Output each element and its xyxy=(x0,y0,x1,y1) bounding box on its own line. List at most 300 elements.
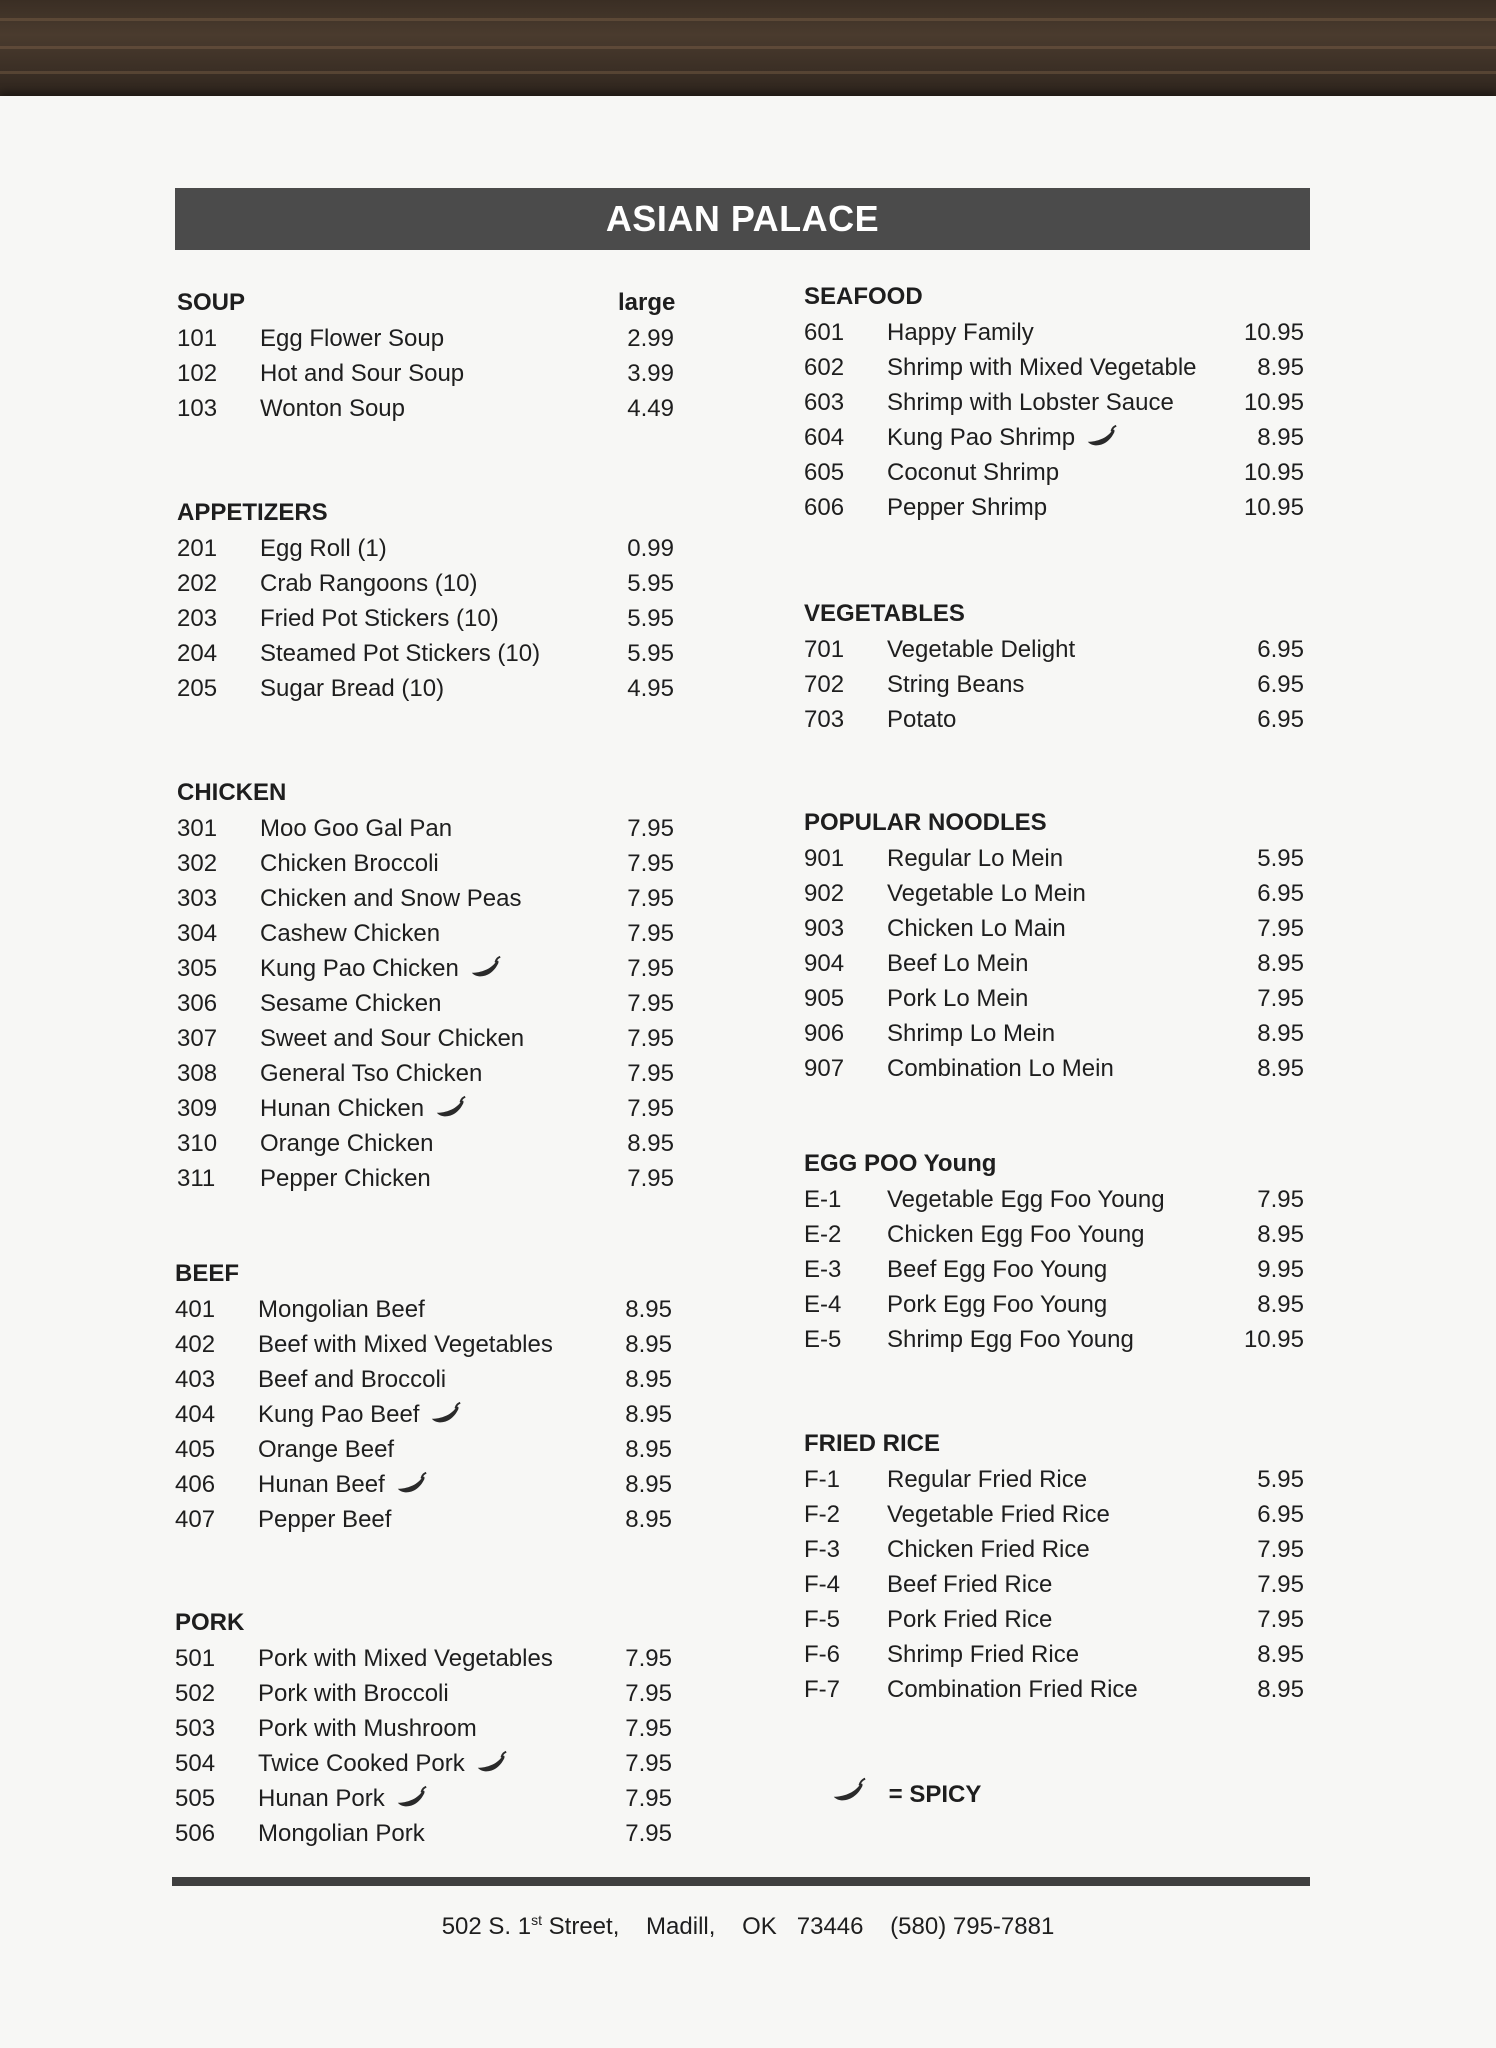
item-number: E-1 xyxy=(804,1186,842,1213)
item-price: 7.95 xyxy=(627,990,674,1017)
section-heading xyxy=(177,285,697,321)
item-name-text: Sesame Chicken xyxy=(260,990,442,1017)
menu-item xyxy=(804,1287,1314,1322)
item-name xyxy=(260,986,441,1021)
item-price: 8.95 xyxy=(1257,1641,1304,1668)
item-number: E-3 xyxy=(804,1256,842,1283)
item-name xyxy=(260,636,540,671)
section-noodles xyxy=(804,805,1314,1086)
item-price: 7.95 xyxy=(627,955,674,982)
menu-item xyxy=(175,1711,695,1746)
legend-text: = SPICY xyxy=(888,1781,982,1808)
item-name xyxy=(887,1497,1110,1532)
item-number: 407 xyxy=(175,1506,216,1533)
section-heading-text: EGG POO Young xyxy=(804,1150,997,1177)
menu-item xyxy=(804,1322,1314,1357)
menu-item xyxy=(175,1327,695,1362)
chili-pepper-icon xyxy=(475,1750,509,1776)
menu-item xyxy=(177,1161,697,1196)
menu-item xyxy=(175,1467,695,1502)
item-name-text: General Tso Chicken xyxy=(260,1060,483,1087)
item-name-text: Moo Goo Gal Pan xyxy=(260,815,453,842)
item-name-text: Pepper Shrimp xyxy=(887,494,1048,521)
item-name-text: Steamed Pot Stickers (10) xyxy=(260,640,541,667)
item-price: 7.95 xyxy=(1257,1571,1304,1598)
item-price: 7.95 xyxy=(625,1750,672,1777)
section-heading-text: APPETIZERS xyxy=(177,499,328,526)
item-number: 907 xyxy=(804,1055,845,1082)
menu-item xyxy=(804,632,1314,667)
menu-item xyxy=(804,1051,1314,1086)
menu-item xyxy=(804,1016,1314,1051)
item-name xyxy=(260,671,444,706)
item-price: 6.95 xyxy=(1257,1501,1304,1528)
item-number: 605 xyxy=(804,459,845,486)
item-number: 701 xyxy=(804,636,845,663)
item-number: F-3 xyxy=(804,1536,840,1563)
item-name-text: Pork Egg Foo Young xyxy=(887,1291,1108,1318)
item-name xyxy=(258,1432,394,1467)
menu-item xyxy=(177,566,697,601)
size-column-label: large xyxy=(618,289,676,316)
item-price: 8.95 xyxy=(625,1296,672,1323)
item-name xyxy=(260,916,440,951)
item-number: 402 xyxy=(175,1331,216,1358)
item-name-text: String Beans xyxy=(887,671,1025,698)
item-number: 906 xyxy=(804,1020,845,1047)
item-name-text: Beef and Broccoli xyxy=(258,1366,447,1393)
item-price: 8.95 xyxy=(1257,354,1304,381)
item-name-text: Chicken and Snow Peas xyxy=(260,885,522,912)
item-price: 8.95 xyxy=(1257,950,1304,977)
item-number: 601 xyxy=(804,319,845,346)
item-price: 6.95 xyxy=(1257,636,1304,663)
item-price: 7.95 xyxy=(627,1095,674,1122)
item-name-text: Shrimp Lo Mein xyxy=(887,1020,1056,1047)
item-name-text: Vegetable Lo Mein xyxy=(887,880,1086,907)
item-name-text: Happy Family xyxy=(887,319,1034,346)
menu-item xyxy=(804,1672,1314,1707)
item-name xyxy=(260,1126,433,1161)
item-number: F-4 xyxy=(804,1571,840,1598)
item-name-text: Pork with Mixed Vegetables xyxy=(258,1645,553,1672)
item-number: 703 xyxy=(804,706,845,733)
item-number: 903 xyxy=(804,915,845,942)
item-price: 5.95 xyxy=(627,570,674,597)
item-name xyxy=(260,811,452,846)
section-appetizers xyxy=(177,495,697,706)
menu-item xyxy=(177,636,697,671)
item-name-text: Combination Fried Rice xyxy=(887,1676,1138,1703)
item-number: 603 xyxy=(804,389,845,416)
item-name xyxy=(887,1051,1114,1086)
item-name xyxy=(260,881,522,916)
section-pork xyxy=(175,1605,695,1851)
item-price: 5.95 xyxy=(627,605,674,632)
item-name xyxy=(258,1641,553,1676)
item-price: 8.95 xyxy=(1257,1020,1304,1047)
item-name-text: Chicken Fried Rice xyxy=(887,1536,1090,1563)
section-fried-rice xyxy=(804,1426,1314,1707)
menu-item xyxy=(804,1252,1314,1287)
item-price: 7.95 xyxy=(625,1820,672,1847)
item-price: 0.99 xyxy=(627,535,674,562)
item-name xyxy=(887,1322,1134,1357)
item-name xyxy=(260,356,464,391)
item-price: 9.95 xyxy=(1257,1256,1304,1283)
item-name xyxy=(258,1816,425,1851)
item-name-text: Hot and Sour Soup xyxy=(260,360,465,387)
item-price: 10.95 xyxy=(1243,494,1304,521)
item-name xyxy=(887,1016,1055,1051)
item-name-text: Pork with Mushroom xyxy=(258,1715,477,1742)
item-name xyxy=(887,420,1119,455)
item-name xyxy=(887,315,1034,350)
section-heading xyxy=(804,805,1314,841)
item-number: F-7 xyxy=(804,1676,840,1703)
item-price: 5.95 xyxy=(627,640,674,667)
item-number: 905 xyxy=(804,985,845,1012)
item-name xyxy=(887,632,1075,667)
menu-item xyxy=(804,702,1314,737)
item-name-text: Fried Pot Stickers (10) xyxy=(260,605,499,632)
item-number: 604 xyxy=(804,424,845,451)
item-number: 502 xyxy=(175,1680,216,1707)
item-name xyxy=(887,946,1028,981)
item-number: 405 xyxy=(175,1436,216,1463)
item-number: 202 xyxy=(177,570,218,597)
item-name-text: Sugar Bread (10) xyxy=(260,675,445,702)
item-name-text: Hunan Chicken xyxy=(260,1095,425,1122)
section-chicken xyxy=(177,775,697,1196)
item-name-text: Hunan Pork xyxy=(258,1785,385,1812)
item-name-text: Combination Lo Mein xyxy=(887,1055,1114,1082)
item-name xyxy=(260,321,444,356)
item-name-text: Potato xyxy=(887,706,957,733)
item-number: E-4 xyxy=(804,1291,842,1318)
section-heading-text: VEGETABLES xyxy=(804,600,965,627)
menu-item xyxy=(804,1637,1314,1672)
item-price: 10.95 xyxy=(1243,319,1304,346)
item-name-text: Egg Roll (1) xyxy=(260,535,387,562)
item-name xyxy=(887,981,1028,1016)
item-price: 10.95 xyxy=(1243,459,1304,486)
menu-item xyxy=(804,1462,1314,1497)
item-name xyxy=(260,1021,524,1056)
item-number: 403 xyxy=(175,1366,216,1393)
item-price: 2.99 xyxy=(627,325,674,352)
item-price: 4.49 xyxy=(627,395,674,422)
section-heading-text: FRIED RICE xyxy=(804,1430,941,1457)
item-price: 5.95 xyxy=(1257,845,1304,872)
item-name xyxy=(260,531,387,566)
item-name xyxy=(260,1161,431,1196)
menu-item xyxy=(804,1182,1314,1217)
chili-pepper-icon xyxy=(395,1785,429,1811)
menu-item xyxy=(804,1217,1314,1252)
item-number: 203 xyxy=(177,605,218,632)
item-price: 4.95 xyxy=(627,675,674,702)
menu-item xyxy=(804,1497,1314,1532)
item-price: 8.95 xyxy=(625,1436,672,1463)
item-name xyxy=(887,702,956,737)
item-number: F-1 xyxy=(804,1466,840,1493)
menu-item xyxy=(177,986,697,1021)
menu-item xyxy=(804,1602,1314,1637)
item-name xyxy=(887,1182,1165,1217)
chili-pepper-icon xyxy=(1085,424,1119,450)
item-name-text: Regular Lo Mein xyxy=(887,845,1064,872)
item-price: 8.95 xyxy=(1257,1676,1304,1703)
menu-item xyxy=(177,1126,697,1161)
city: Madill, xyxy=(646,1913,716,1940)
item-name-text: Pork Lo Mein xyxy=(887,985,1029,1012)
item-price: 7.95 xyxy=(627,1025,674,1052)
menu-item xyxy=(177,601,697,636)
item-name-text: Hunan Beef xyxy=(258,1471,385,1498)
menu-item xyxy=(177,916,697,951)
item-name xyxy=(887,455,1059,490)
item-number: 406 xyxy=(175,1471,216,1498)
item-price: 8.95 xyxy=(627,1130,674,1157)
item-name-text: Orange Beef xyxy=(258,1436,395,1463)
section-heading xyxy=(804,1146,1314,1182)
item-name xyxy=(260,601,499,636)
item-number: 309 xyxy=(177,1095,218,1122)
menu-item xyxy=(804,350,1314,385)
menu-item xyxy=(804,385,1314,420)
item-price: 7.95 xyxy=(625,1785,672,1812)
item-price: 6.95 xyxy=(1257,706,1304,733)
item-name-text: Mongolian Beef xyxy=(258,1296,425,1323)
item-name xyxy=(887,350,1197,385)
section-heading-text: SOUP xyxy=(177,289,246,316)
state-zip: OK 73446 xyxy=(742,1913,864,1940)
item-price: 8.95 xyxy=(1257,1221,1304,1248)
menu-item xyxy=(175,1676,695,1711)
item-name xyxy=(260,391,405,426)
menu-item xyxy=(175,1292,695,1327)
item-number: 504 xyxy=(175,1750,216,1777)
item-name xyxy=(258,1362,446,1397)
menu-item xyxy=(804,315,1314,350)
menu-item xyxy=(177,811,697,846)
item-number: 503 xyxy=(175,1715,216,1742)
item-number: 304 xyxy=(177,920,218,947)
item-number: F-6 xyxy=(804,1641,840,1668)
item-price: 7.95 xyxy=(1257,985,1304,1012)
item-name xyxy=(258,1292,425,1327)
item-name xyxy=(887,1602,1052,1637)
item-name xyxy=(887,1672,1138,1707)
menu-item xyxy=(175,1746,695,1781)
menu-item xyxy=(177,951,697,986)
item-number: 305 xyxy=(177,955,218,982)
item-name-text: Orange Chicken xyxy=(260,1130,434,1157)
item-name-text: Chicken Broccoli xyxy=(260,850,439,877)
item-price: 7.95 xyxy=(627,815,674,842)
item-number: 505 xyxy=(175,1785,216,1812)
item-name-text: Wonton Soup xyxy=(260,395,405,422)
menu-item xyxy=(804,946,1314,981)
wooden-tabletop xyxy=(0,0,1496,100)
section-heading-text: CHICKEN xyxy=(177,779,287,806)
item-name xyxy=(887,490,1047,525)
chili-pepper-icon xyxy=(429,1401,463,1427)
item-name-text: Beef Egg Foo Young xyxy=(887,1256,1108,1283)
item-name-text: Pork with Broccoli xyxy=(258,1680,449,1707)
section-heading-text: BEEF xyxy=(175,1260,240,1287)
chili-pepper-icon xyxy=(830,1777,868,1807)
item-price: 8.95 xyxy=(625,1401,672,1428)
item-name xyxy=(887,385,1174,420)
item-name-text: Kung Pao Beef xyxy=(258,1401,420,1428)
item-name xyxy=(258,1327,553,1362)
section-heading xyxy=(175,1605,695,1641)
item-price: 8.95 xyxy=(625,1331,672,1358)
item-name xyxy=(258,1676,449,1711)
section-seafood xyxy=(804,279,1314,525)
item-name-text: Vegetable Egg Foo Young xyxy=(887,1186,1165,1213)
chili-pepper-icon xyxy=(434,1095,468,1121)
item-name xyxy=(258,1711,477,1746)
item-name-text: Kung Pao Chicken xyxy=(260,955,459,982)
item-price: 7.95 xyxy=(627,850,674,877)
footer-address xyxy=(0,1900,1496,1940)
item-price: 7.95 xyxy=(1257,1186,1304,1213)
spicy-legend xyxy=(830,1775,981,1815)
item-number: F-5 xyxy=(804,1606,840,1633)
item-name-text: Shrimp with Mixed Vegetable xyxy=(887,354,1197,381)
menu-item xyxy=(177,671,697,706)
item-number: 303 xyxy=(177,885,218,912)
item-price: 6.95 xyxy=(1257,671,1304,698)
menu-item xyxy=(177,1021,697,1056)
item-number: 307 xyxy=(177,1025,218,1052)
item-name xyxy=(260,566,477,601)
item-number: 205 xyxy=(177,675,218,702)
item-number: 602 xyxy=(804,354,845,381)
item-name-text: Twice Cooked Pork xyxy=(258,1750,465,1777)
item-price: 8.95 xyxy=(1257,424,1304,451)
item-name-text: Sweet and Sour Chicken xyxy=(260,1025,525,1052)
item-name xyxy=(260,846,439,881)
footer-divider xyxy=(172,1877,1310,1886)
item-name-text: Chicken Lo Main xyxy=(887,915,1066,942)
item-price: 8.95 xyxy=(1257,1291,1304,1318)
menu-item xyxy=(177,1091,697,1126)
menu-item xyxy=(177,391,697,426)
item-price: 7.95 xyxy=(1257,1606,1304,1633)
item-price: 7.95 xyxy=(1257,915,1304,942)
item-price: 8.95 xyxy=(1257,1055,1304,1082)
item-number: 103 xyxy=(177,395,218,422)
section-soup xyxy=(177,285,697,426)
item-name xyxy=(887,1532,1090,1567)
chili-pepper-icon xyxy=(469,955,503,981)
item-number: 308 xyxy=(177,1060,218,1087)
item-name xyxy=(258,1746,509,1781)
item-name xyxy=(258,1467,429,1502)
item-name-text: Egg Flower Soup xyxy=(260,325,445,352)
menu-item xyxy=(804,911,1314,946)
item-name xyxy=(258,1502,391,1537)
section-heading xyxy=(804,1426,1314,1462)
item-name-text: Pepper Chicken xyxy=(260,1165,431,1192)
section-heading-text: PORK xyxy=(175,1609,245,1636)
item-number: 901 xyxy=(804,845,845,872)
item-name xyxy=(887,667,1024,702)
item-price: 8.95 xyxy=(625,1366,672,1393)
item-name-text: Kung Pao Shrimp xyxy=(887,424,1076,451)
menu-item xyxy=(175,1781,695,1816)
section-heading xyxy=(175,1256,695,1292)
item-price: 7.95 xyxy=(627,920,674,947)
item-name xyxy=(887,1252,1107,1287)
item-price: 7.95 xyxy=(625,1715,672,1742)
menu-item xyxy=(175,1502,695,1537)
item-number: 501 xyxy=(175,1645,216,1672)
item-name-text: Mongolian Pork xyxy=(258,1820,425,1847)
item-price: 7.95 xyxy=(627,885,674,912)
menu-item xyxy=(804,490,1314,525)
menu-item xyxy=(175,1432,695,1467)
menu-item xyxy=(175,1641,695,1676)
section-heading xyxy=(804,596,1314,632)
item-number: 201 xyxy=(177,535,218,562)
item-name xyxy=(260,951,503,986)
item-number: 101 xyxy=(177,325,218,352)
item-name xyxy=(258,1781,429,1816)
item-price: 7.95 xyxy=(625,1645,672,1672)
menu-item xyxy=(177,531,697,566)
item-name-text: Pepper Beef xyxy=(258,1506,392,1533)
phone-number: (580) 795-7881 xyxy=(890,1913,1055,1940)
section-heading xyxy=(177,495,697,531)
item-price: 3.99 xyxy=(627,360,674,387)
item-name-text: Crab Rangoons (10) xyxy=(260,570,478,597)
item-name-text: Cashew Chicken xyxy=(260,920,441,947)
menu-item xyxy=(177,321,697,356)
item-number: 904 xyxy=(804,950,845,977)
menu-item xyxy=(804,1567,1314,1602)
item-name xyxy=(260,1056,482,1091)
item-name-text: Regular Fried Rice xyxy=(887,1466,1088,1493)
item-name-text: Beef Fried Rice xyxy=(887,1571,1053,1598)
item-number: 606 xyxy=(804,494,845,521)
item-number: E-5 xyxy=(804,1326,842,1353)
item-price: 6.95 xyxy=(1257,880,1304,907)
section-beef xyxy=(175,1256,695,1537)
section-heading xyxy=(177,775,697,811)
item-price: 7.95 xyxy=(627,1165,674,1192)
section-heading-text: SEAFOOD xyxy=(804,283,923,310)
item-name-text: Beef Lo Mein xyxy=(887,950,1029,977)
item-number: 310 xyxy=(177,1130,218,1157)
chili-pepper-icon xyxy=(395,1471,429,1497)
item-price: 5.95 xyxy=(1257,1466,1304,1493)
item-name xyxy=(887,841,1063,876)
item-price: 7.95 xyxy=(627,1060,674,1087)
item-name xyxy=(260,1091,468,1126)
item-name xyxy=(258,1397,463,1432)
item-number: 301 xyxy=(177,815,218,842)
item-name xyxy=(887,1462,1087,1497)
menu-item xyxy=(177,356,697,391)
item-name xyxy=(887,1567,1052,1602)
street-address: 502 S. 1st Street, xyxy=(441,1912,620,1940)
menu-item xyxy=(804,455,1314,490)
